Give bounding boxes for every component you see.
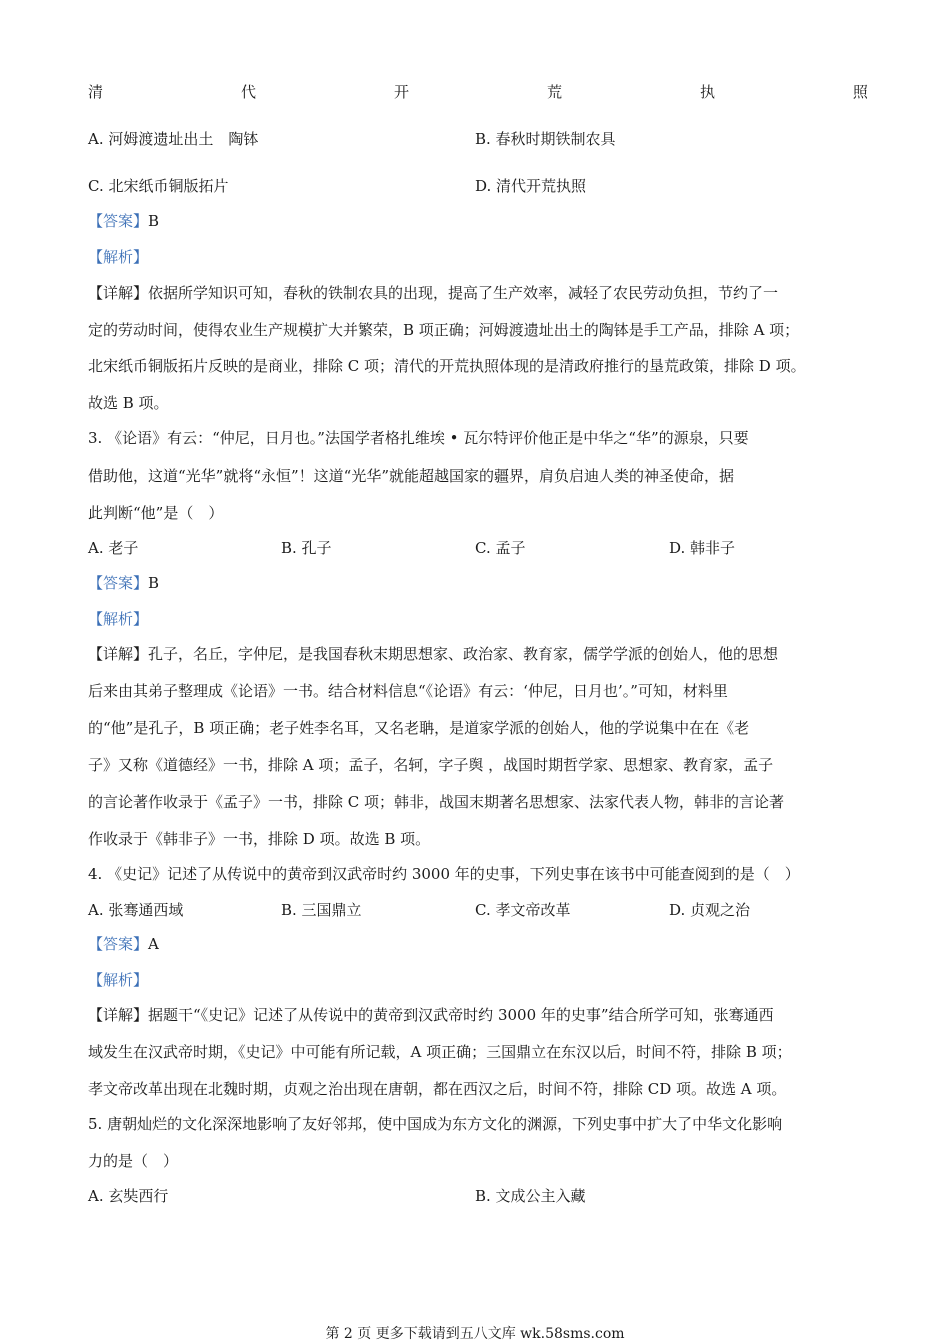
page-footer: 第 2 页 更多下载请到五八文库 wk.58sms.com xyxy=(325,1326,625,1342)
spread-char: 清 xyxy=(88,83,104,101)
q5-option-b: B. 文成公主入藏 xyxy=(475,1187,586,1205)
answer-label: 【答案】 xyxy=(88,212,149,230)
q3-detail-line xyxy=(88,644,868,664)
detail-text: 依据所学知识可知，春秋的铁制农具的出现，提高了生产效率，减轻了农民劳动负担，节约了一 xyxy=(148,284,779,302)
q3-detail-line: 子》又称《道德经》一书，排除 A 项；孟子，名轲，字子舆 ，战国时期哲学家、思想家、教育家，孟子 xyxy=(88,756,774,774)
q3-detail-line: 后来由其弟子整理成《论语》一书。结合材料信息“《论语》有云：‘仲尼，日月也’。”可知，材料里 xyxy=(88,682,728,700)
q4-option-b: B. 三国鼎立 xyxy=(281,901,362,919)
q3-stem-line: 借助他，这道“光华”就将“永恒”！这道“光华”就能超越国家的疆界，肩负启迪人类的神圣使命，据 xyxy=(88,467,735,485)
justified-option-line xyxy=(88,82,868,102)
spread-char: 照 xyxy=(852,83,868,101)
detail-label: 【详解】 xyxy=(88,645,149,663)
q2-option-d: D. 清代开荒执照 xyxy=(475,177,587,195)
q3-detail-line: 作收录于《韩非子》一书，排除 D 项。故选 B 项。 xyxy=(88,830,431,848)
q3-option-a: A. 老子 xyxy=(88,539,139,557)
q4-option-c: C. 孝文帝改革 xyxy=(475,901,571,919)
q2-detail-line xyxy=(88,283,868,303)
q5-option-a: A. 玄奘西行 xyxy=(88,1187,169,1205)
analysis-label: 【解析】 xyxy=(88,248,149,266)
q3-detail-line: 的言论著作收录于《孟子》一书，排除 C 项；韩非，战国末期著名思想家、法家代表人物，韩非的言论著 xyxy=(88,793,785,811)
q3-detail-line: 的“他”是孔子，B 项正确；老子姓李名耳，又名老聃，是道家学派的创始人，他的学说集中在在《老 xyxy=(88,719,750,737)
q5-stem-line: 力的是（ ） xyxy=(88,1152,179,1170)
analysis-label: 【解析】 xyxy=(88,610,149,628)
q2-detail-line: 北宋纸币铜版拓片反映的是商业，排除 C 项；清代的开荒执照体现的是清政府推行的垦荒政策，排除 D 项。 xyxy=(88,357,806,375)
q3-stem-line: 此判断“他”是（ ） xyxy=(88,504,224,522)
answer-label: 【答案】 xyxy=(88,935,149,953)
spread-char: 荒 xyxy=(546,83,562,101)
analysis-label: 【解析】 xyxy=(88,971,149,989)
spread-char: 开 xyxy=(393,83,409,101)
q2-detail-line: 故选 B 项。 xyxy=(88,394,169,412)
answer-label: 【答案】 xyxy=(88,574,149,592)
spread-char: 执 xyxy=(699,83,715,101)
answer-value: A xyxy=(148,935,159,953)
spread-char: 代 xyxy=(240,83,256,101)
detail-text: 据题干“《史记》记述了从传说中的黄帝到汉武帝时约 3000 年的史事”结合所学可知，张骞通西 xyxy=(148,1006,774,1024)
q2-option-b: B. 春秋时期铁制农具 xyxy=(475,130,616,148)
q4-option-d: D. 贞观之治 xyxy=(669,901,751,919)
q2-option-c: C. 北宋纸币铜版拓片 xyxy=(88,177,229,195)
q3-option-d: D. 韩非子 xyxy=(669,539,736,557)
q2-analysis-label xyxy=(88,247,868,267)
q4-stem: 4. 《史记》记述了从传说中的黄帝到汉武帝时约 3000 年的史事，下列史事在该书中可能查阅到的是（ ） xyxy=(88,865,800,883)
answer-value: B xyxy=(148,212,160,230)
q3-analysis-label xyxy=(88,609,868,629)
q3-option-c: C. 孟子 xyxy=(475,539,526,557)
q4-detail-line: 域发生在汉武帝时期，《史记》中可能有所记载，A 项正确；三国鼎立在东汉以后，时间不符，排除 B 项； xyxy=(88,1043,792,1061)
detail-label: 【详解】 xyxy=(88,1006,149,1024)
q4-option-a: A. 张骞通西域 xyxy=(88,901,184,919)
answer-value: B xyxy=(148,574,160,592)
q2-answer xyxy=(88,211,868,231)
q4-detail-line xyxy=(88,1005,868,1025)
q4-answer xyxy=(88,934,868,954)
q4-detail-line: 孝文帝改革出现在北魏时期，贞观之治出现在唐朝，都在西汉之后，时间不符，排除 CD 项。故选 A 项。 xyxy=(88,1080,787,1098)
detail-label: 【详解】 xyxy=(88,284,149,302)
q3-stem-line: 3. 《论语》有云：“仲尼，日月也。”法国学者格扎维埃 • 瓦尔特评价他正是中华之“华”的源泉，只要 xyxy=(88,429,749,447)
q2-option-a: A. 河姆渡遗址出土 陶钵 xyxy=(88,130,259,148)
q3-option-b: B. 孔子 xyxy=(281,539,332,557)
q3-answer xyxy=(88,573,868,593)
q2-detail-line: 定的劳动时间，使得农业生产规模扩大并繁荣，B 项正确；河姆渡遗址出土的陶钵是手工产品，排除 A 项； xyxy=(88,321,800,339)
q5-stem-line: 5. 唐朝灿烂的文化深深地影响了友好邻邦，使中国成为东方文化的渊源，下列史事中扩大了中华文化影响 xyxy=(88,1115,783,1133)
detail-text: 孔子，名丘，字仲尼，是我国春秋末期思想家、政治家、教育家，儒学学派的创始人，他的思想 xyxy=(148,645,779,663)
q4-analysis-label xyxy=(88,970,868,990)
